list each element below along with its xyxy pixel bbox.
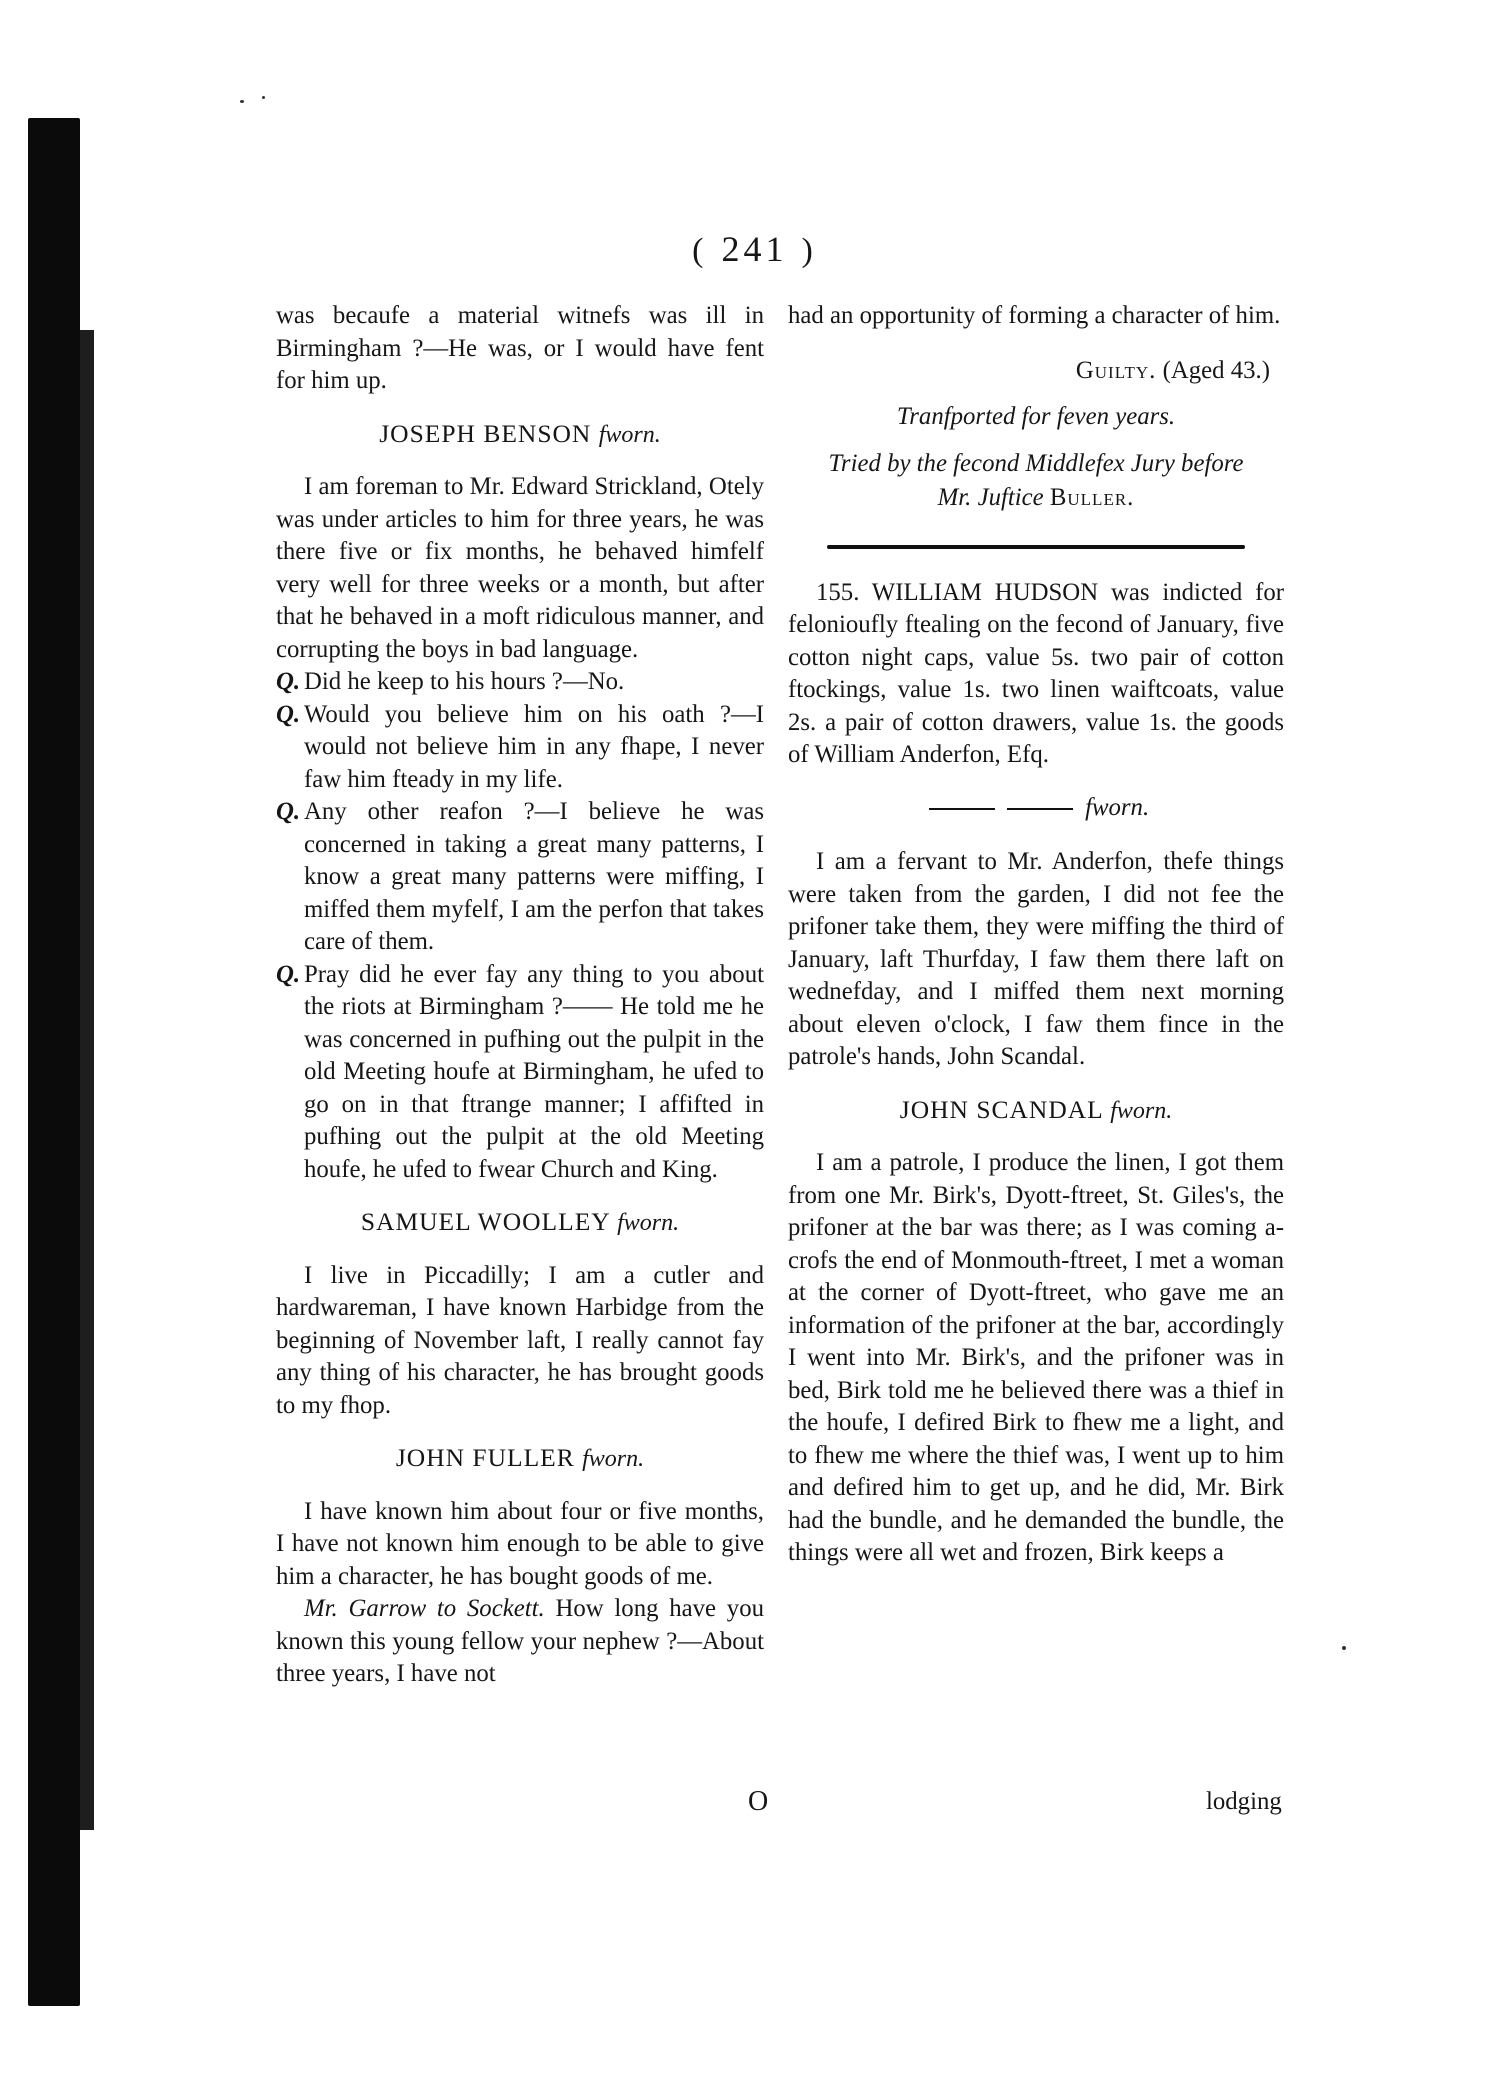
page-number: 241 xyxy=(721,229,788,269)
verdict-line xyxy=(788,355,1270,388)
open-paren: ( xyxy=(692,232,708,269)
close-paren: ) xyxy=(801,232,817,269)
sworn-label: fworn. xyxy=(1085,793,1150,821)
name-dash xyxy=(929,808,995,810)
testimony-paragraph: I am foreman to Mr. Edward Strickland, Otely was under articles to him for three years, he was there five or fix months, he behaved himfelf very well for three weeks or a month, but after that he behaved in a moft ridiculous manner, and corrupting the boys in bad language. xyxy=(276,473,764,663)
question-line xyxy=(276,796,764,959)
judge-line xyxy=(788,482,1284,515)
book-binding-edge xyxy=(80,330,94,1830)
ink-speck xyxy=(262,96,265,99)
question-line xyxy=(276,959,764,1187)
judge-name: Buller. xyxy=(1049,484,1135,511)
page-header xyxy=(0,228,1509,270)
witness-heading xyxy=(276,1206,764,1240)
sworn-label: fworn. xyxy=(598,421,661,448)
sworn-label: fworn. xyxy=(1110,1097,1173,1124)
catchword: lodging xyxy=(1206,1788,1282,1815)
signature-mark: O xyxy=(748,1786,769,1817)
sworn-label: fworn. xyxy=(582,1446,645,1472)
ink-speck xyxy=(1342,1646,1346,1650)
witness-name: SAMUEL WOOLLEY xyxy=(360,1207,610,1236)
question-line xyxy=(276,666,764,699)
question-line xyxy=(276,699,764,797)
section-rule xyxy=(827,545,1245,549)
testimony-paragraph: I have known him about four or five months, I have not known him enough to be able to give him a character, he has bought goods of me. xyxy=(276,1497,764,1590)
witness-heading xyxy=(276,418,764,452)
witness-name: JOHN FULLER xyxy=(395,1443,575,1472)
case-paragraph: 155. WILLIAM HUDSON was indicted for felonioufly ftealing on the fecond of January, five cotton night caps, value 5s. two pair of cotton ftockings, value 1s. two linen waiftcoats, value 2s. a pair of cotton drawers, value 1s. the goods of William Anderfon, Efq. xyxy=(788,578,1284,768)
paragraph: was becaufe a material witnefs was ill in Birmingham ?—He was, or I would have fent for him up. xyxy=(276,302,764,394)
witness-name: JOSEPH BENSON xyxy=(379,418,592,448)
testimony-paragraph: I am a fervant to Mr. Anderfon, thefe things were taken from the garden, I did not fee the prifoner take them, they were miffing the third of January, laft Thurfday, I faw them there laft on wednefday, and I miffed them next morning about eleven o'clock, I faw them fince in the patrole's hands, John Scandal. xyxy=(788,848,1284,1070)
right-column xyxy=(788,300,1284,1570)
name-dash xyxy=(1007,808,1073,810)
question-text: Any other reafon ?—I believe he was concerned in taking a great many patterns, I know a great many patterns were miffing, I miffed them myfelf, I am the perfon that takes care of them. xyxy=(304,798,764,955)
testimony-paragraph xyxy=(276,1593,764,1691)
witness-heading xyxy=(788,1094,1284,1128)
question-text: Would you believe him on his oath ?—I would not believe him in any fhape, I never faw him fteady in my life. xyxy=(304,700,764,793)
question-text: Did he keep to his hours ?—No. xyxy=(304,668,625,695)
ink-speck xyxy=(240,100,244,103)
judge-title: Mr. Juftice xyxy=(937,484,1044,511)
speaker-text: How long have you known this young fellow your nephew ?—About three years, I have not xyxy=(276,1595,764,1687)
question-text: Pray did he ever fay any thing to you about the riots at Birmingham ?—— He told me he was concerned in pufhing out the pulpit in the old Meeting houfe at Birmingham, he ufed to go on in that ftrange manner; I affifted in pufhing out the pulpit at the old Meeting houfe, he ufed to fwear Church and King. xyxy=(304,960,764,1183)
question-mark: Q. xyxy=(276,960,301,988)
testimony-paragraph: I live in Piccadilly; I am a cutler and hardwareman, I have known Harbidge from the beginning of November laft, I really cannot fay any thing of his character, he has brought goods to my fhop. xyxy=(276,1261,764,1419)
sworn-label: fworn. xyxy=(617,1210,680,1236)
testimony-paragraph: I am a patrole, I produce the linen, I got them from one Mr. Birk's, Dyott-ftreet, St. Giles's, the prifoner at the bar was there; as I was coming a-crofs the end of Monmouth-ftreet, I met a woman at the corner of Dyott-ftreet, who gave me an information of the prifoner at the bar, accordingly I went into Mr. Birk's, and the prifoner was in bed, Birk told me he believed there was a thief in the houfe, I defired Birk to fhew me a light, and to fhew me where the thief was, I went up to him and defired him to get up, and he did, Mr. Birk had the bundle, and he demanded the bundle, the things were all wet and frozen, Birk keeps a xyxy=(788,1149,1284,1566)
paragraph: had an opportunity of forming a character of him. xyxy=(788,302,1281,329)
witness-name: JOHN SCANDAL xyxy=(899,1094,1103,1124)
verdict: Guilty. xyxy=(1075,356,1157,384)
verdict-age: (Aged 43.) xyxy=(1162,356,1270,384)
witness-heading xyxy=(276,1442,764,1476)
question-mark: Q. xyxy=(276,798,301,825)
jury-line: Tried by the fecond Middlefex Jury before xyxy=(828,449,1244,477)
left-column xyxy=(276,300,764,1691)
speaker-label: Mr. Garrow to Sockett. xyxy=(304,1595,545,1622)
sentence-line: Tranfported for feven years. xyxy=(896,403,1176,430)
question-mark: Q. xyxy=(276,700,301,728)
unnamed-witness-heading xyxy=(788,792,1284,825)
question-mark: Q. xyxy=(276,668,301,695)
book-binding-shadow xyxy=(28,118,80,2006)
